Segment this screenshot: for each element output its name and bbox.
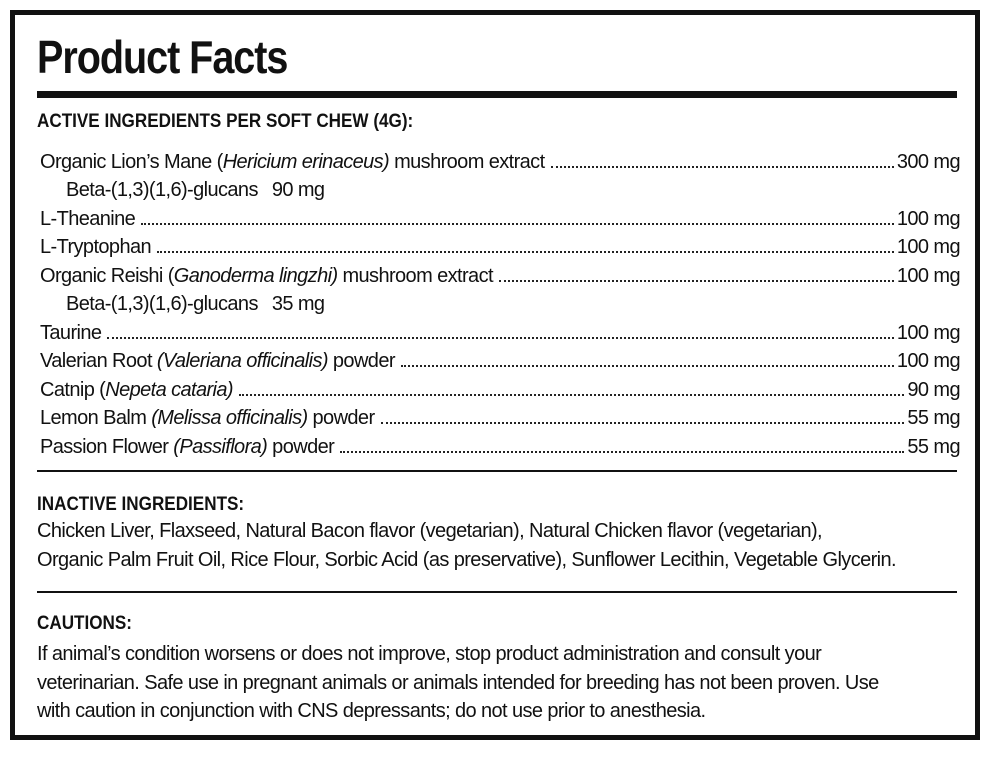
dot-leader [381,422,905,424]
subrow-amount: 90 mg [271,179,325,201]
ingredient-amount: 55 mg [907,407,960,429]
ingredient-amount: 100 mg [896,264,960,287]
ingredient-name [40,321,101,345]
ingredient-amount: 300 mg [896,150,960,173]
ingredient-form: mushroom extract [337,264,493,287]
inactive-line-1: Chicken Liver, Flaxseed, Natural Bacon flavor (vegetarian), Natural Chicken flavor (vegetarian), [37,520,823,542]
ingredient-subrow [40,174,960,203]
dot-leader [499,280,894,282]
section-divider [37,470,957,472]
ingredient-amount: 100 mg [896,321,960,344]
ingredient-row [40,316,960,345]
ingredient-latin-name: (Melissa officinalis) [151,407,308,429]
ingredient-row [40,345,960,374]
cautions-line-2: veterinarian. Safe use in pregnant animals or animals intended for breeding has not been proven. Use [37,671,879,694]
ingredient-common-name: L-Theanine [40,207,136,230]
subrow-label: Beta-(1,3)(1,6)-glucans [66,293,258,315]
product-facts-panel [10,10,980,740]
cautions-line-3: with caution in conjunction with CNS depressants; do not use prior to anesthesia. [37,700,706,722]
ingredient-latin-name: Nepeta cataria) [105,378,233,401]
inactive-ingredients-heading: INACTIVE INGREDIENTS: [37,494,245,515]
ingredient-amount: 55 mg [907,435,960,458]
ingredient-row [40,402,960,431]
page-title: Product Facts [37,31,288,83]
ingredient-row [40,430,960,459]
ingredient-latin-name: (Passiflora) [173,435,268,458]
ingredient-name [40,435,334,459]
ingredient-common-name: Passion Flower [40,435,174,458]
ingredient-row [40,373,960,402]
section-divider [37,591,957,593]
ingredient-name [40,406,375,430]
ingredient-common-name: Lemon Balm [40,407,152,429]
ingredient-latin-name: Hericium erinaceus) [222,150,390,173]
dot-leader [141,223,894,225]
ingredient-name [40,378,233,402]
dot-leader [239,394,904,396]
ingredient-form: powder [267,435,335,458]
ingredient-latin-name: Ganoderma lingzhi) [173,264,338,287]
ingredient-row [40,202,960,231]
ingredient-row [40,145,960,174]
ingredient-row [40,259,960,288]
ingredient-name [40,264,493,288]
subrow-amount: 35 mg [271,293,325,315]
ingredient-amount: 100 mg [896,207,960,230]
ingredient-common-name: Valerian Root [40,350,157,372]
cautions-text [37,640,982,726]
inactive-ingredients-text [37,517,982,574]
ingredient-amount: 100 mg [896,350,960,372]
dot-leader [401,365,894,367]
ingredient-form: powder [327,350,395,372]
ingredient-common-name: Taurine [40,321,102,344]
ingredient-amount: 90 mg [907,378,960,401]
dot-leader [551,166,894,168]
inactive-line-2: Organic Palm Fruit Oil, Rice Flour, Sorbic Acid (as preservative), Sunflower Lecithin, Vegetable Glycerin. [37,548,896,571]
subrow-label: Beta-(1,3)(1,6)-glucans [66,179,258,201]
ingredient-common-name: Organic Reishi ( [40,264,174,287]
ingredient-common-name: Catnip ( [40,378,106,401]
ingredient-name [40,150,545,174]
ingredient-latin-name: (Valeriana officinalis) [156,350,328,372]
ingredient-amount: 100 mg [896,236,960,258]
cautions-line-1: If animal’s condition worsens or does not improve, stop product administration and consult your [37,643,822,665]
title-divider [37,91,957,98]
ingredient-form: powder [307,407,375,429]
ingredient-common-name: Organic Lion’s Mane ( [40,150,223,173]
dot-leader [340,451,904,453]
ingredient-name [40,207,135,231]
ingredient-form: mushroom extract [389,150,545,173]
active-ingredients-list [40,145,960,459]
dot-leader [157,251,894,253]
ingredient-common-name: L-Tryptophan [40,236,152,258]
ingredient-name [40,235,151,259]
ingredient-name [40,349,395,373]
ingredient-row [40,231,960,260]
cautions-heading: CAUTIONS: [37,613,133,634]
dot-leader [107,337,893,339]
active-ingredients-heading: ACTIVE INGREDIENTS PER SOFT CHEW (4G): [37,111,414,132]
ingredient-subrow [40,288,960,317]
